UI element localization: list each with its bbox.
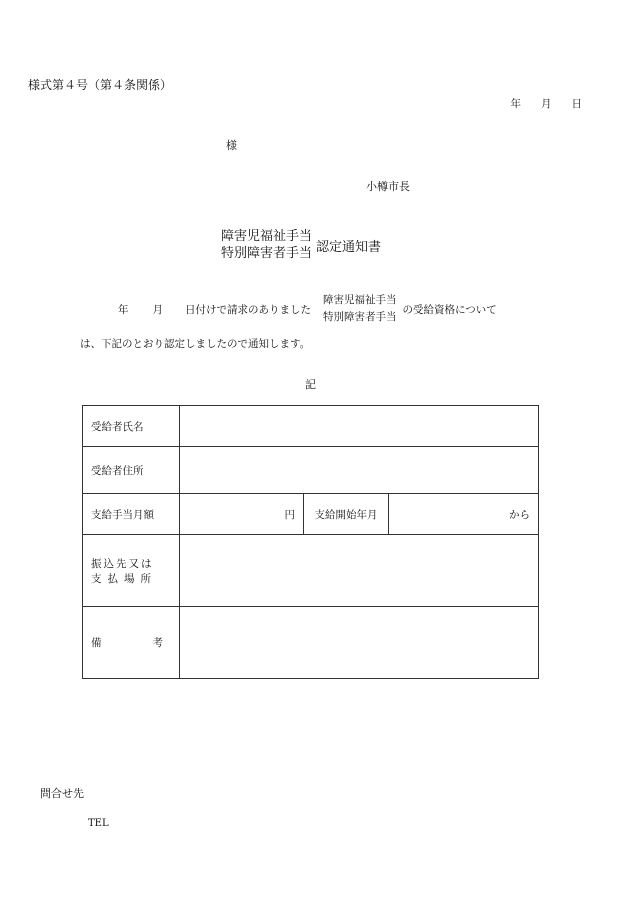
tel-label: TEL: [88, 818, 109, 829]
ki-heading: 記: [305, 378, 316, 391]
issue-date: [511, 96, 583, 111]
date-month: 月: [541, 98, 552, 110]
title-suffix: 認定通知書: [316, 239, 382, 255]
addressee-suffix: 様: [226, 139, 237, 152]
body-text-b: の受給資格について: [402, 303, 497, 316]
monthly-amount-label: 支給手当月額: [83, 494, 180, 535]
recipient-address-value: [180, 447, 539, 494]
transfer-destination-label: [83, 535, 180, 607]
remarks-value: [180, 607, 539, 679]
recipient-address-label: 受給者住所: [83, 447, 180, 494]
title-allowance-line1: 障害児福祉手当: [221, 229, 313, 244]
title-allowance-line2: 特別障害者手当: [221, 246, 313, 261]
table-row: [83, 494, 539, 535]
date-day: 日: [571, 98, 582, 110]
transfer-label-line1: 振込先又は: [91, 557, 154, 570]
body-allowance-line2: 特別障害者手当: [323, 311, 397, 323]
transfer-destination-value: [180, 535, 539, 607]
recipient-info-table: [82, 405, 539, 679]
start-month-from: から: [389, 494, 539, 535]
sender-name: 小樽市長: [366, 180, 410, 193]
recipient-name-value: [180, 406, 539, 447]
remarks-label-b: 考: [152, 637, 163, 649]
transfer-label-line2: 支払場所: [91, 572, 157, 585]
title-allowance-stack: [221, 228, 312, 262]
monthly-amount-yen: 円: [180, 494, 304, 535]
body-year: 年: [118, 303, 129, 316]
form-number: 様式第４号（第４条関係）: [28, 78, 173, 92]
body-allowance-line1: 障害児福祉手当: [323, 294, 397, 306]
contact-label: 問合せ先: [40, 787, 84, 800]
table-row: [83, 406, 539, 447]
date-year: 年: [510, 98, 521, 110]
start-month-label: 支給開始年月: [304, 494, 389, 535]
notice-body-line2: は、下記のとおり認定しましたので通知します。: [80, 338, 311, 350]
table-row: [83, 535, 539, 607]
body-allowance-stack: [323, 292, 397, 326]
notice-body-line1: [118, 292, 497, 326]
body-month: 月: [152, 303, 163, 316]
remarks-label-a: 備: [91, 637, 102, 649]
document-title: [221, 228, 381, 262]
table-row: [83, 447, 539, 494]
body-text-a: 日付けで請求のありました: [185, 303, 311, 316]
remarks-label: [83, 607, 180, 679]
recipient-name-label: 受給者氏名: [83, 406, 180, 447]
table-row: [83, 607, 539, 679]
